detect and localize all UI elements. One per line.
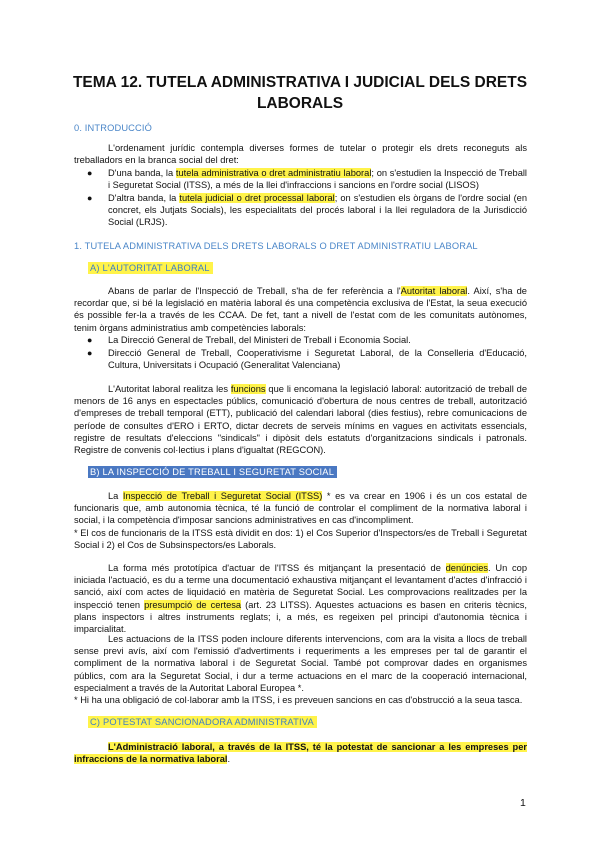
intro-text: L'ordenament jurídic contempla diverses formes de tutelar o protegir els drets reconeguts als treballadors en la branca social del dret:: [74, 143, 527, 166]
paragraph-text: Les actuacions de la ITSS poden incloure diferents intervencions, com ara la visita a llocs de treball sense previ avís, així com l'emissió d'advertiments i requeriments a les empreses per tal de garantir el compliment de la normativa laboral i de Seguretat Social. També pot comprovar dades en organismes públics, com ara la Seguretat Social, i dur a terme actuacions en el marc de la cooperació internacional, especialment a través de la Autoritat Laboral Europea *.: [74, 634, 527, 693]
bullet-tutela-administrativa: [92, 167, 527, 191]
highlight-presumpcio-certesa: presumpció de certesa: [144, 599, 242, 610]
bullet-text: La Direcció General de Treball, del Ministeri de Treball i Economia Social.: [108, 335, 411, 345]
paragraph-text: La forma més prototípica d'actuar de l'ITSS és mitjançant la presentació de: [108, 563, 446, 573]
bullet-direccio-general-conselleria: [92, 347, 527, 371]
bullet-icon: ●: [87, 348, 93, 358]
paragraph-text: * es va crear en 1906 i és un cos estatal de funcionaris que, amb autonomia tècnica, té la funció de controlar el compliment de la normativa laboral i social, i la competència d'imposar sancions administratives en cas d'incompliment.: [74, 491, 527, 526]
paragraph-autoritat-funcions: [74, 383, 527, 456]
paragraph-text: . Un cop iniciada l'actuació, es du a terme una documentació exhaustiva mitjançant el levantament d'actes d'infracció i sanció, així com actes de liquidació en matèria de Seguretat Social. Les comprovacions realitzades per la inspecció tenen: [74, 563, 528, 610]
paragraph-itss-actuacions: [74, 633, 527, 706]
bullet-text: ; on s'estudien els òrgans de l'ordre social (en concret, els Jutjats Socials), les especialitats del procés laboral i la llei reguladora de la Jurisdicció Social (LRJS).: [108, 193, 528, 228]
bullet-text: D'una banda, la: [108, 168, 176, 178]
bullet-icon: ●: [87, 193, 93, 203]
paragraph-text: . Així, s'ha de recordar que, si bé la legislació en matèria laboral és una competència exclusiva de l'Estat, la seua execució és possible fer-la a través de les CCAA. De fet, tant a nivell de l'estat com de les comunitats autònomes, tenim òrgans administratius amb competències laborals:: [74, 286, 527, 333]
highlight-tutela-judicial: tutela judicial o dret processal laboral: [179, 193, 335, 203]
highlight-itss: Inspecció de Treball i Seguretat Social (ITSS): [122, 491, 323, 501]
intro-paragraph: [74, 142, 527, 166]
bullet-icon: ●: [87, 168, 93, 178]
paragraph-itss-1: [74, 490, 527, 551]
page-number: 1: [520, 797, 526, 809]
highlight-autoritat-laboral: Autoritat laboral: [400, 286, 468, 296]
highlight-potestat-sancionar: L'Administració laboral, a través de la ITSS, té la potestat de sancionar a les empreses per infraccions de la normativa laboral: [74, 742, 527, 765]
paragraph-text: L'Autoritat laboral realitza les: [108, 384, 231, 394]
subheading-inspeccio-treball: B) LA INSPECCIÓ DE TREBALL I SEGURETAT SOCIAL: [88, 466, 337, 478]
bullet-tutela-judicial: [92, 192, 527, 229]
paragraph-autoritat-1: [74, 285, 527, 334]
paragraph-text: que li encomana la legislació laboral: autorització de treball de menors de 16 anys en espectacles públics, comunicació d'obertura de nous centres de treball, autorització d'empreses de treball temporal (ETT), publicació del calendari laboral (dies festius), rebre comunicacions de període de consultes d'ERO i ERTO, dictar decrets de serveis mínims en vagues en activitats essencials, registre de resultats d'eleccions "sindicals" i dipòsit dels estatuts d'organitzacions sindicals i patronals. Registre de convenis col·lectius i plans d'igualtat (REGCON).: [74, 384, 527, 456]
bullet-icon: ●: [87, 335, 93, 345]
section-heading-introduccio: 0. INTRODUCCIÓ: [74, 123, 153, 133]
highlight-denuncies: denúncies: [445, 563, 489, 573]
title-line-2: LABORALS: [256, 95, 344, 112]
title-line-1: TEMA 12. TUTELA ADMINISTRATIVA I JUDICIAL DELS DRETS: [72, 74, 528, 91]
subheading-potestat-sancionadora: C) POTESTAT SANCIONADORA ADMINISTRATIVA: [88, 716, 317, 728]
paragraph-itss-denuncies: [74, 562, 527, 635]
subheading-autoritat-laboral: A) L'AUTORITAT LABORAL: [88, 262, 213, 274]
itss-footnote: * El cos de funcionaris de la ITSS està dividit en dos: 1) el Cos Superior d'Inspectors/es de Treball i Seguretat Social i 2) el Cos de Subsinspectors/es Laborals.: [74, 527, 527, 550]
paragraph-text: .: [227, 754, 231, 765]
section-heading-tutela-administrativa: 1. TUTELA ADMINISTRATIVA DELS DRETS LABORALS O DRET ADMINISTRATIU LABORAL: [74, 241, 478, 251]
bullet-direccio-general-ministeri: [92, 334, 527, 346]
bullet-text: D'altra banda, la: [108, 193, 180, 203]
highlight-tutela-administrativa: tutela administrativa o dret administratiu laboral: [175, 168, 372, 178]
highlight-funcions: funcions: [230, 384, 266, 394]
paragraph-text: Abans de parlar de l'Inspecció de Treball, s'ha de fer referència a l': [108, 286, 401, 296]
itss-collaboration-note: * Hi ha una obligació de col·laborar amb la ITSS, i es preveuen sancions en cas d'obstrucció a la seua tasca.: [74, 695, 523, 706]
document-title: [60, 72, 540, 114]
paragraph-potestat: [74, 741, 527, 765]
bullet-text: Direcció General de Treball, Cooperativisme i Seguretat Laboral, de la Conselleria d'Educació, Cultura, Universitats i Ocupació (Generalitat Valenciana): [108, 348, 527, 371]
paragraph-text: La: [108, 491, 123, 501]
paragraph-text: (art. 23 LITSS). Aquestes actuacions es basen en criteris tècnics, plans inspectors i altres instruments reglats; i, a més, es regeixen pel principi d'autonomia tècnica i imparcialitat.: [74, 599, 527, 635]
bullet-text: ; on s'estudien la Inspecció de Treball i Seguretat Social (ITSS), a més de la llei d'infraccions i sancions en l'ordre social (LISOS): [108, 168, 527, 191]
